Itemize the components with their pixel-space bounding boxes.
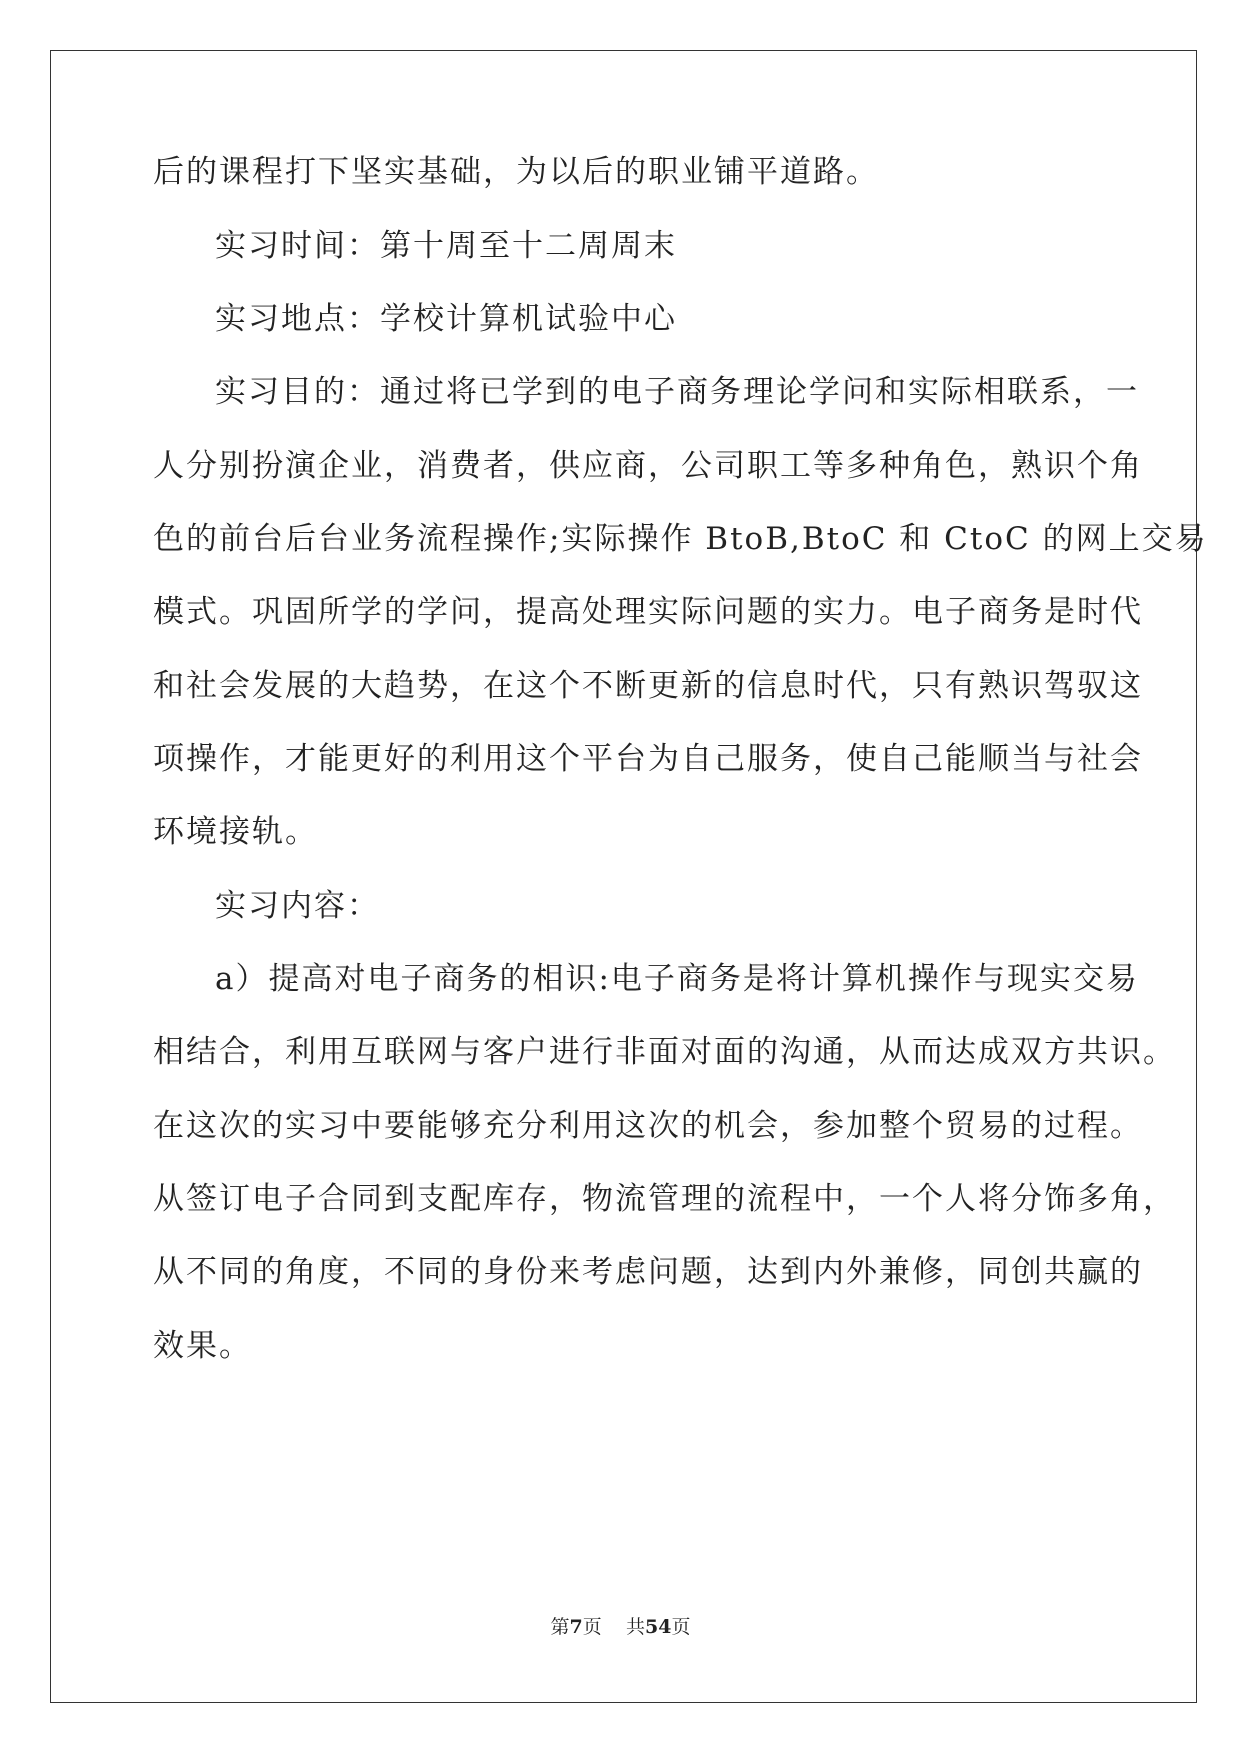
text-line: 和社会发展的大趋势，在这个不断更新的信息时代，只有熟识驾驭这	[153, 668, 1143, 704]
text-line: 实习地点：学校计算机试验中心	[215, 301, 677, 337]
text-line: 实习内容：	[215, 888, 380, 924]
page-footer	[0, 1615, 1241, 1639]
footer-page-suffix: 页	[582, 1616, 602, 1638]
text-line: 实习时间：第十周至十二周周末	[215, 228, 677, 264]
footer-total-suffix: 页	[671, 1616, 691, 1638]
text-line: 环境接轨。	[153, 814, 318, 850]
page-number: 7	[569, 1616, 583, 1638]
page-border	[50, 50, 1197, 1703]
text-line: 项操作，才能更好的利用这个平台为自己服务，使自己能顺当与社会	[153, 741, 1143, 777]
text-line: a）提高对电子商务的相识:电子商务是将计算机操作与现实交易	[215, 961, 1139, 997]
total-pages: 54	[644, 1616, 672, 1638]
text-line: 从不同的角度，不同的身份来考虑问题，达到内外兼修，同创共赢的	[153, 1254, 1143, 1290]
text-line: 模式。巩固所学的学问，提高处理实际问题的实力。电子商务是时代	[153, 594, 1143, 630]
text-line: 实习目的：通过将已学到的电子商务理论学问和实际相联系，一	[215, 374, 1139, 410]
text-line: 后的课程打下坚实基础，为以后的职业铺平道路。	[153, 154, 879, 190]
text-line: 人分别扮演企业，消费者，供应商，公司职工等多种角色，熟识个角	[153, 448, 1143, 484]
text-line: 色的前台后台业务流程操作;实际操作 BtoB,BtoC 和 CtoC 的网上交易	[153, 521, 1208, 557]
footer-prefix: 第	[550, 1616, 570, 1638]
text-line: 在这次的实习中要能够充分利用这次的机会，参加整个贸易的过程。	[153, 1108, 1143, 1144]
text-line: 相结合，利用互联网与客户进行非面对面的沟通，从而达成双方共识。	[153, 1034, 1176, 1070]
footer-total-prefix: 共	[625, 1616, 645, 1638]
text-line: 从签订电子合同到支配库存，物流管理的流程中，一个人将分饰多角，	[153, 1181, 1176, 1217]
text-line: 效果。	[153, 1328, 252, 1364]
